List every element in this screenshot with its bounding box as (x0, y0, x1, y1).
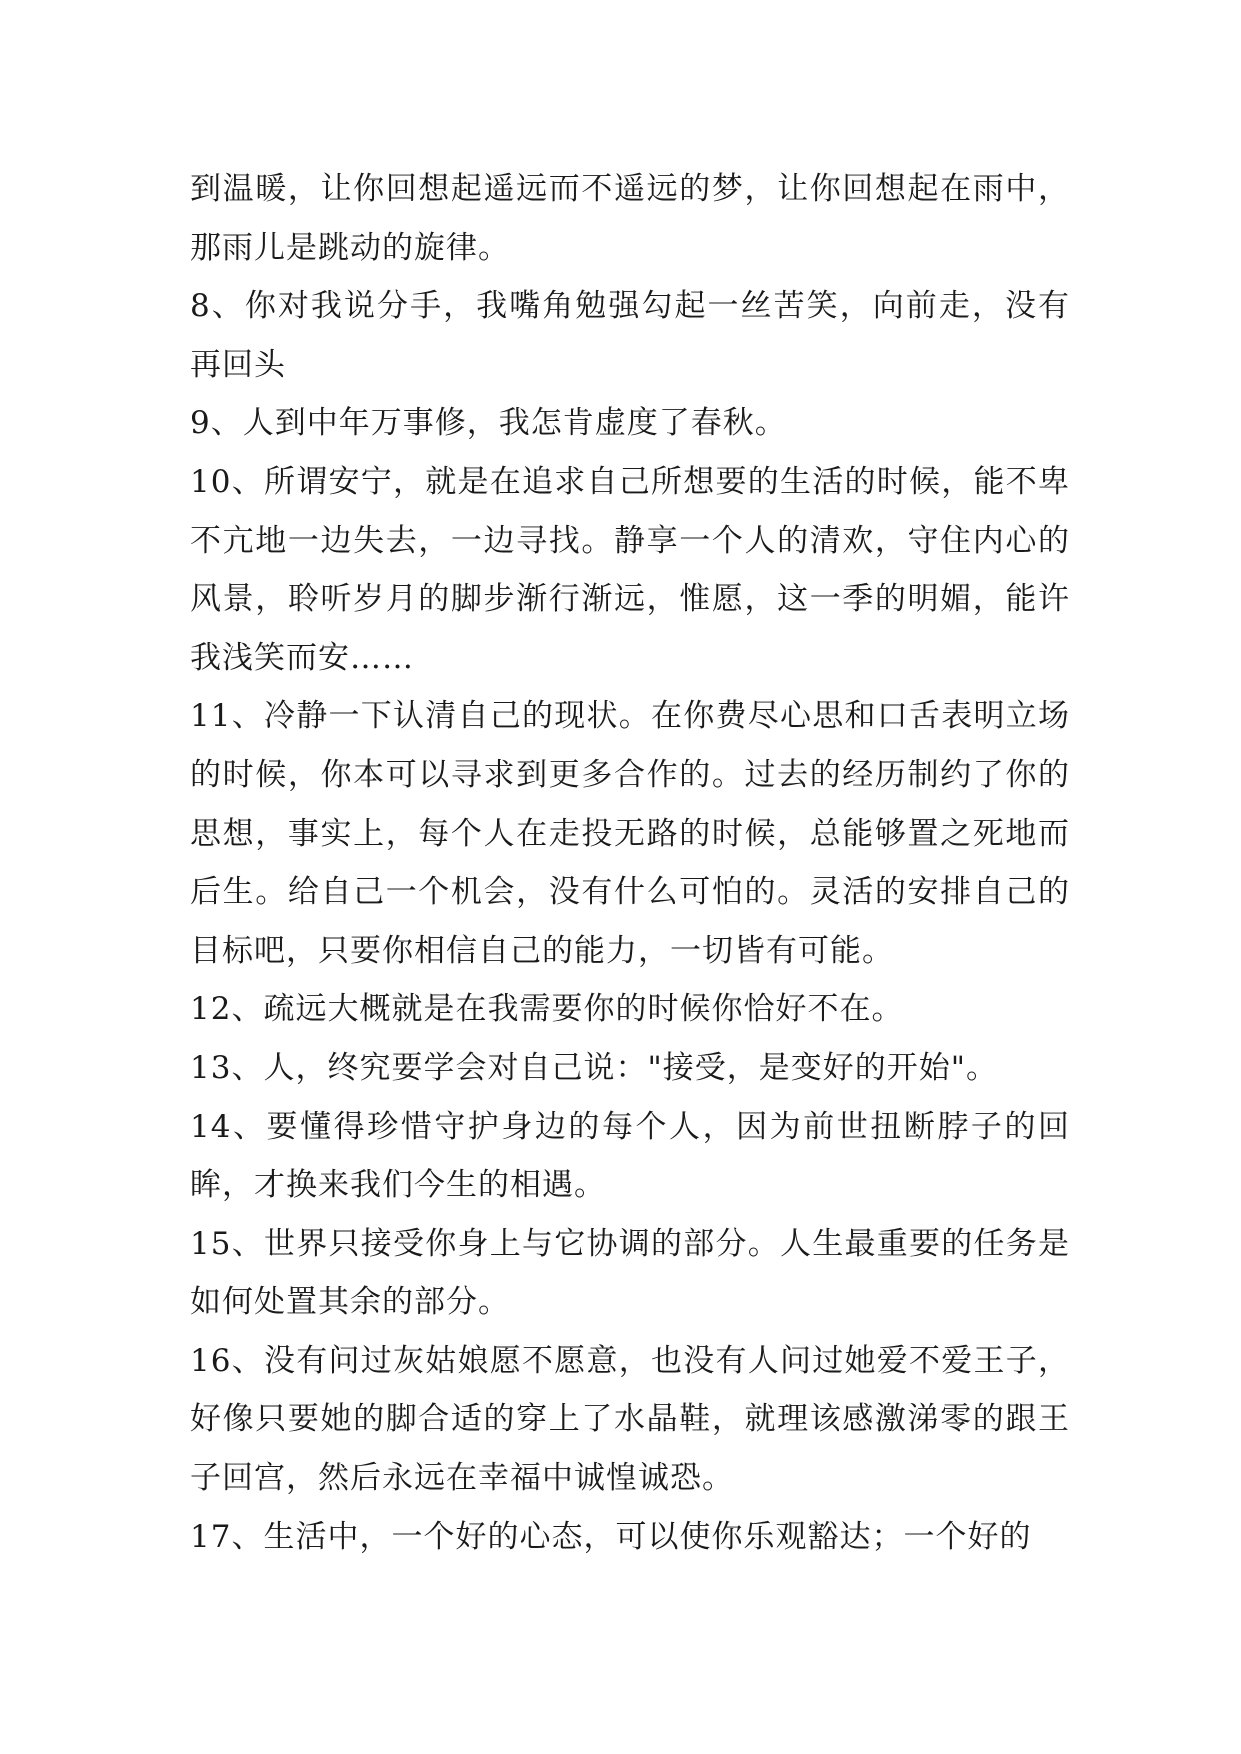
document-body (190, 160, 1070, 1566)
paragraph-item-9: 9、人到中年万事修，我怎肯虚度了春秋。 (190, 405, 787, 442)
paragraph-continuation: 到温暖，让你回想起遥远而不遥远的梦，让你回想起在雨中，那雨儿是跳动的旋律。 (190, 171, 1070, 266)
paragraph-item-11: 11、冷静一下认清自己的现状。在你费尽心思和口舌表明立场的时候，你本可以寻求到更多合作的。过去的经历制约了你的思想，事实上，每个人在走投无路的时候，总能够置之死地而后生。给自己一个机会，没有什么可怕的。灵活的安排自己的目标吧，只要你相信自己的能力，一切皆有可能。 (190, 698, 1070, 969)
paragraph-item-10: 10、所谓安宁，就是在追求自己所想要的生活的时候，能不卑不亢地一边失去，一边寻找。静享一个人的清欢，守住内心的风景，聆听岁月的脚步渐行渐远，惟愿，这一季的明媚，能许我浅笑而安…… (190, 463, 1070, 676)
paragraph-item-14: 14、要懂得珍惜守护身边的每个人，因为前世扭断脖子的回眸，才换来我们今生的相遇。 (190, 1108, 1070, 1204)
paragraph-item-12: 12、疏远大概就是在我需要你的时候你恰好不在。 (190, 991, 904, 1028)
paragraph-item-17: 17、生活中，一个好的心态，可以使你乐观豁达；一个好的 (190, 1518, 1032, 1555)
paragraph-item-8: 8、你对我说分手，我嘴角勉强勾起一丝苦笑，向前走，没有再回头 (190, 288, 1070, 383)
paragraph-item-15: 15、世界只接受你身上与它协调的部分。人生最重要的任务是如何处置其余的部分。 (190, 1225, 1070, 1321)
paragraph-item-13: 13、人，终究要学会对自己说："接受，是变好的开始"。 (190, 1049, 998, 1086)
paragraph-item-16: 16、没有问过灰姑娘愿不愿意，也没有人问过她爱不爱王子，好像只要她的脚合适的穿上了水晶鞋，就理该感激涕零的跟王子回宫，然后永远在幸福中诚惶诚恐。 (190, 1342, 1070, 1497)
